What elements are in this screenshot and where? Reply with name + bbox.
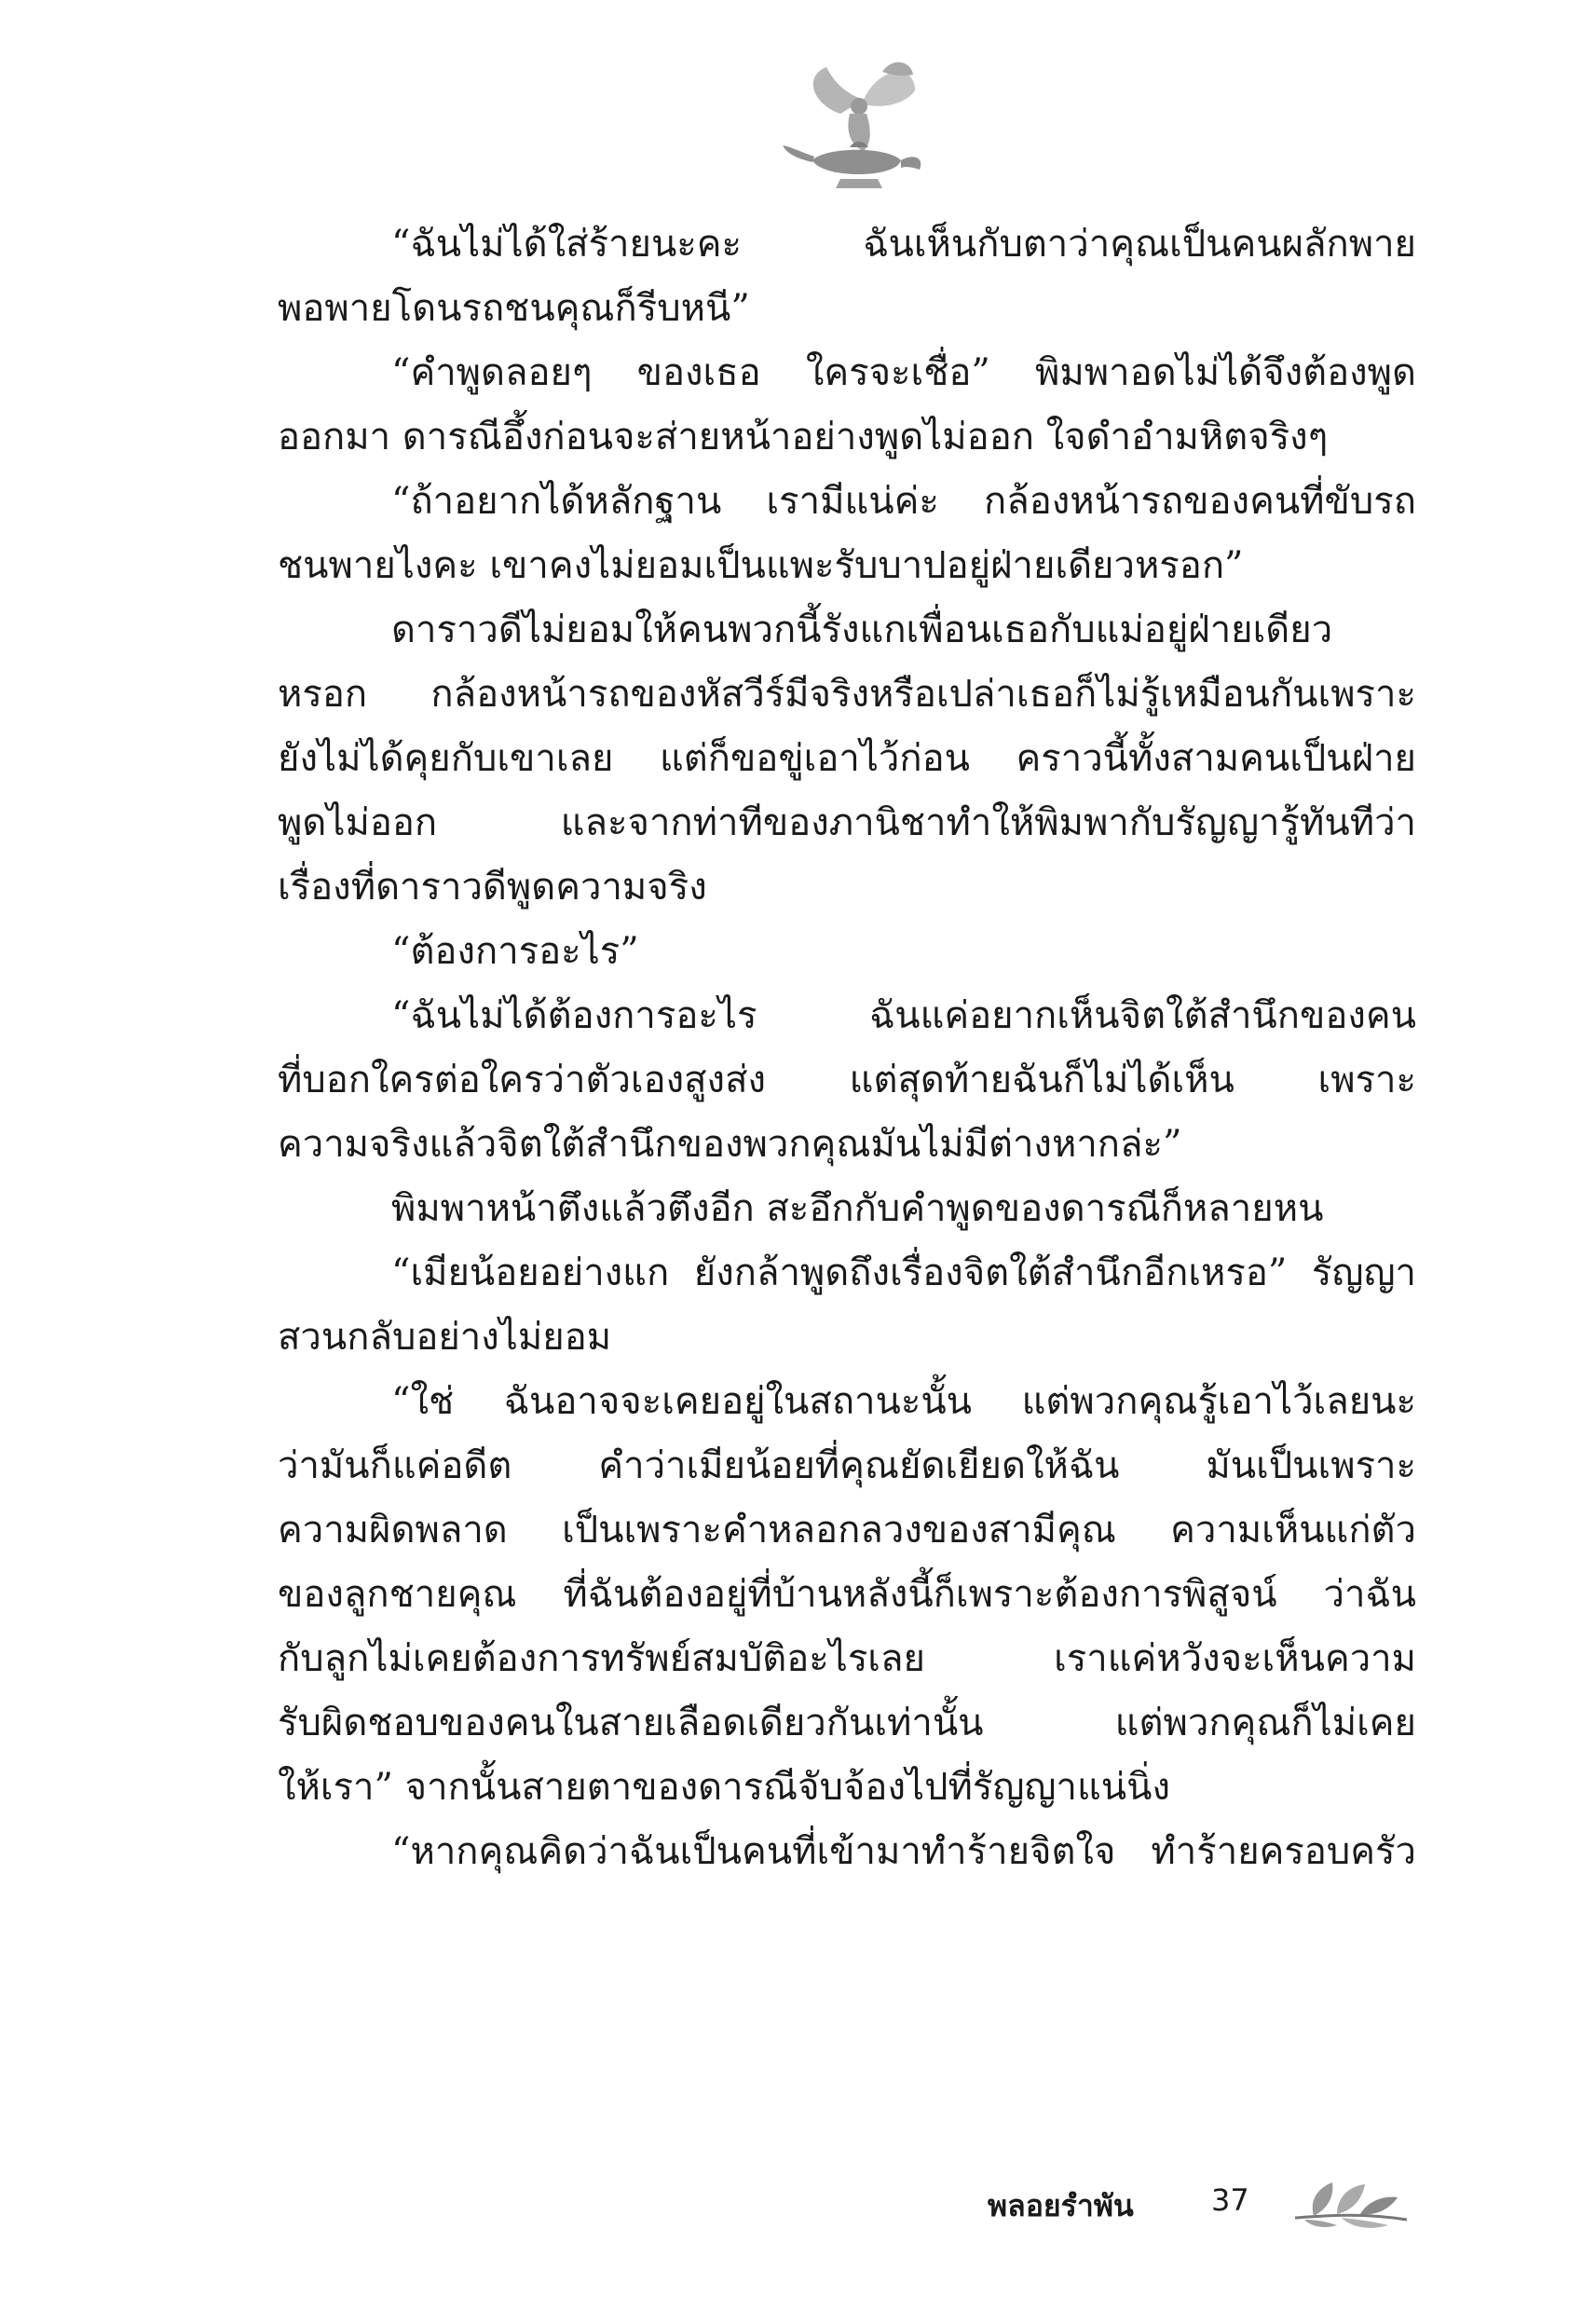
body-text [278,212,1416,1884]
text-line: ความผิดพลาด เป็นเพราะคำหลอกลวงของสามีคุณ ความเห็นแก่ตัว [278,1509,1416,1552]
text-line: รับผิดชอบของคนในสายเลือดเดียวกันเท่านั้น แต่พวกคุณก็ไม่เคย [278,1702,1416,1744]
lamp-ornament-icon [775,48,934,207]
text-line: ชนพายไงคะ เขาคงไม่ยอมเป็นแพะรับบาปอยู่ฝ่ายเดียวหรอก” [278,544,1244,587]
text-line: สวนกลับอย่างไม่ยอม [278,1316,612,1359]
text-line: กับลูกไม่เคยต้องการทรัพย์สมบัติอะไรเลย เราแค่หวังจะเห็นความ [278,1637,1416,1680]
page-number: 37 [1211,2182,1249,2218]
text-line: ยังไม่ได้คุยกับเขาเลย แต่ก็ขอขู่เอาไว้ก่อน คราวนี้ทั้งสามคนเป็นฝ่าย [278,737,1416,780]
text-line: “คำพูดลอยๆ ของเธอ ใครจะเชื่อ” พิมพาอดไม่ได้จึงต้องพูด [391,351,1416,394]
text-line: พูดไม่ออก และจากท่าทีของภานิชาทำให้พิมพากับรัญญารู้ทันทีว่า [278,801,1416,844]
text-line: ให้เรา” จากนั้นสายตาของดารณีจับจ้องไปที่รัญญาแน่นิ่ง [278,1766,1170,1809]
text-line: ออกมา ดารณีอึ้งก่อนจะส่ายหน้าอย่างพูดไม่ออก ใจดำอำมหิตจริงๆ [278,416,1329,458]
text-line: ความจริงแล้วจิตใต้สำนึกของพวกคุณมันไม่มีต่างหากล่ะ” [278,1123,1182,1166]
text-line: พิมพาหน้าตึงแล้วตึงอีก สะอึกกับคำพูดของดารณีก็หลายหน [391,1187,1324,1230]
text-line: ว่ามันก็แค่อดีต คำว่าเมียน้อยที่คุณยัดเยียดให้ฉัน มันเป็นเพราะ [278,1444,1416,1487]
text-line: ดาราวดีไม่ยอมให้คนพวกนี้รังแกเพื่อนเธอกับแม่อยู่ฝ่ายเดียว [391,609,1333,651]
text-line: “ฉันไม่ได้ใส่ร้ายนะคะ ฉันเห็นกับตาว่าคุณเป็นคนผลักพาย [391,223,1416,266]
text-line: พอพายโดนรถชนคุณก็รีบหนี” [278,287,750,330]
text-line: ของลูกชายคุณ ที่ฉันต้องอยู่ที่บ้านหลังนี้ก็เพราะต้องการพิสูจน์ ว่าฉัน [278,1573,1416,1616]
page-footer [0,2171,1596,2246]
text-line: “หากคุณคิดว่าฉันเป็นคนที่เข้ามาทำร้ายจิตใจ ทำร้ายครอบครัว [391,1830,1416,1873]
text-line: “เมียน้อยอย่างแก ยังกล้าพูดถึงเรื่องจิตใต้สำนึกอีกเหรอ” รัญญา [391,1251,1416,1294]
text-line: “ถ้าอยากได้หลักฐาน เรามีแน่ค่ะ กล้องหน้ารถของคนที่ขับรถ [391,480,1416,523]
footer-book-title: พลอยรำพัน [988,2188,1134,2223]
text-line: หรอก กล้องหน้ารถของหัสวีร์มีจริงหรือเปล่าเธอก็ไม่รู้เหมือนกันเพราะ [278,673,1416,716]
text-line: “ฉันไม่ได้ต้องการอะไร ฉันแค่อยากเห็นจิตใต้สำนึกของคน [391,994,1416,1037]
leaf-ornament-icon [1286,2171,1416,2236]
text-line: “ต้องการอะไร” [391,930,639,973]
text-line: “ใช่ ฉันอาจจะเคยอยู่ในสถานะนั้น แต่พวกคุณรู้เอาไว้เลยนะ [391,1380,1416,1423]
text-line: ที่บอกใครต่อใครว่าตัวเองสูงส่ง แต่สุดท้ายฉันก็ไม่ได้เห็น เพราะ [278,1059,1416,1101]
text-line: เรื่องที่ดาราวดีพูดความจริง [278,866,707,909]
